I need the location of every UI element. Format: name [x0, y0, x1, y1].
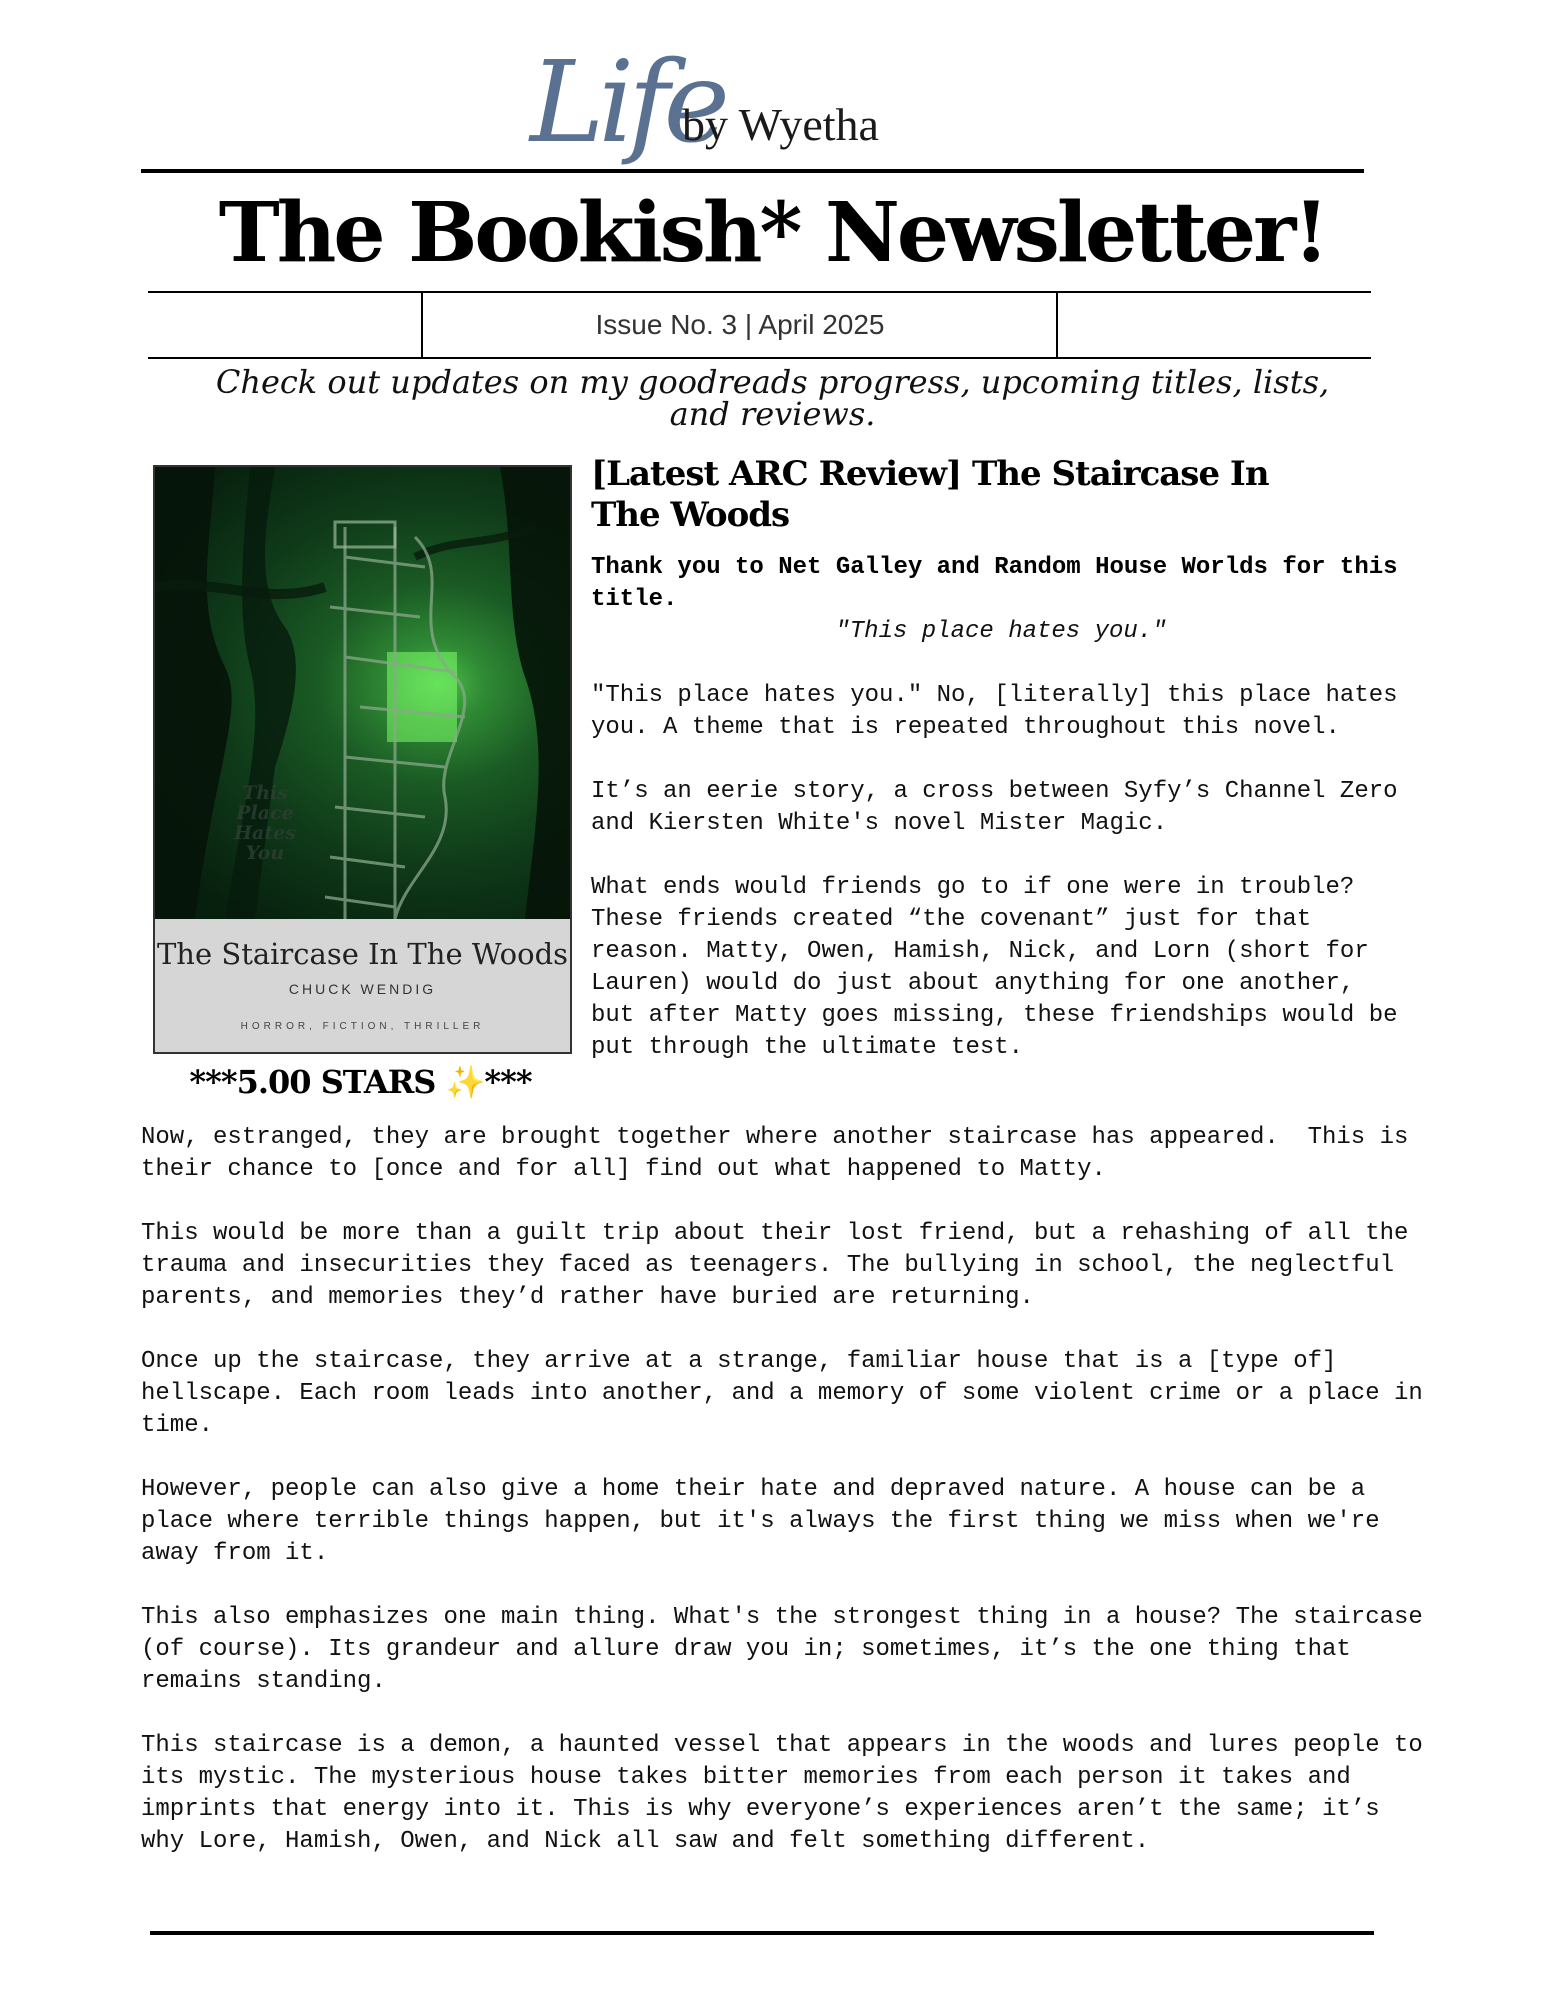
review-body-column	[591, 680, 1411, 1096]
cover-genres: HORROR, FICTION, THRILLER	[240, 1021, 485, 1032]
bottom-divider	[150, 1931, 1374, 1935]
review-paragraph: This also emphasizes one main thing. What's the strongest thing in a house? The staircase (of course). Its grandeur and allure draw you in; sometimes, it’s the one thing that remains standing.	[141, 1604, 1438, 1695]
logo-script: Life	[530, 38, 724, 168]
newsletter-title: The Bookish* Newsletter!	[218, 185, 1327, 281]
cover-author: CHUCK WENDIG	[288, 981, 437, 997]
star-rating: ***5.00 STARS ✨***	[189, 1063, 532, 1101]
review-paragraph: "This place hates you." No, [literally] this place hates you. A theme that is repeated throughout this novel.	[591, 682, 1412, 741]
pull-quote: "This place hates you."	[835, 618, 1167, 645]
review-paragraph: It’s an eerie story, a cross between Syfy’s Channel Zero and Kiersten White's novel Mister Magic.	[591, 778, 1412, 837]
top-divider	[141, 169, 1364, 173]
review-paragraph: Once up the staircase, they arrive at a strange, familiar house that is a [type of] hellscape. Each room leads into another, and a memory of some violent crime or a place in time.	[141, 1348, 1438, 1439]
book-cover	[153, 465, 572, 1054]
review-paragraph: This would be more than a guilt trip about their lost friend, but a rehashing of all the trauma and insecurities they faced as teenagers. The bullying in school, the neglectful parents, and memories they’d rather have buried are returning.	[141, 1220, 1423, 1311]
review-paragraph: Now, estranged, they are brought together where another staircase has appeared. This is their chance to [once and for all] find out what happened to Matty.	[141, 1124, 1423, 1183]
cover-inscription: This Place Hates You	[234, 782, 296, 864]
logo-byline: by Wyetha	[682, 99, 879, 150]
cover-title-panel	[155, 919, 570, 1052]
thanks-note: Thank you to Net Galley and Random House Worlds for this title.	[591, 554, 1398, 613]
issue-info: Issue No. 3 | April 2025	[595, 309, 885, 340]
review-paragraph: However, people can also give a home their hate and depraved nature. A house can be a place where terrible things happen, but it's always the first thing we miss when we're away from it.	[141, 1476, 1395, 1567]
cover-title: The Staircase In The Woods	[156, 937, 569, 971]
review-paragraph: What ends would friends go to if one were in trouble? These friends created “the covenant” just for that reason. Matty, Owen, Hamish, Nick, and Lorn (short for Lauren) would do just about anything for one another, but after Matty goes missing, these friendships would be put through the ultimate test.	[591, 874, 1412, 1061]
review-paragraph: This staircase is a demon, a haunted vessel that appears in the woods and lures people to its mystic. The mysterious house takes bitter memories from each person it takes and imprints that energy into it. This is why everyone’s experiences aren’t the same; it’s why Lore, Hamish, Owen, and Nick all saw and felt something different.	[141, 1732, 1438, 1855]
review-title: [Latest ARC Review] The Staircase In The Woods	[591, 454, 1269, 535]
tagline: Check out updates on my goodreads progress, upcoming titles, lists, and reviews.	[215, 363, 1330, 433]
review-body-full	[141, 1122, 1438, 1890]
issue-bar-bottom-line	[148, 357, 1371, 359]
logo	[530, 38, 970, 168]
